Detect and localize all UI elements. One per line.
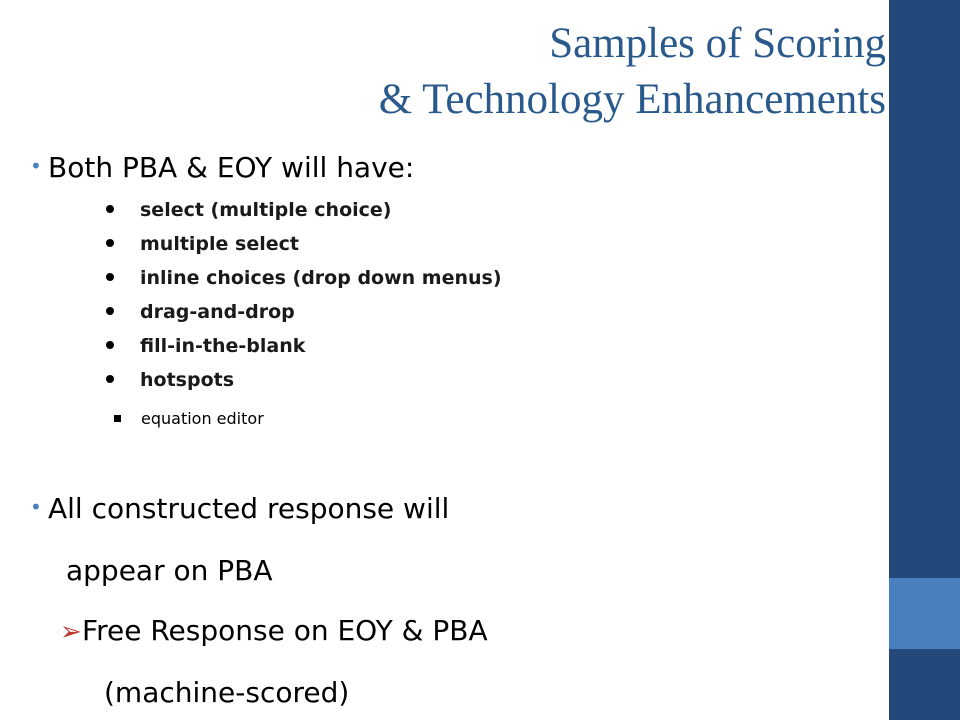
list-item: drag-and-drop [106,297,502,331]
item-type-list [106,195,502,399]
bullet-dot-icon [106,307,114,315]
title-line-2: & Technology Enhancements [378,76,886,123]
arrow-item-continuation: (machine-scored) [104,676,350,709]
side-bar-dark-bottom [889,649,960,720]
arrow-bullet-icon: ➢ [60,617,82,647]
bullet-text: All constructed response will [48,492,450,525]
list-item: multiple select [106,229,502,263]
bullet-dot-icon [106,341,114,349]
bullet-dot-icon [106,273,114,281]
bullet-dot-icon: • [30,495,42,519]
equation-editor-item: equation editor [114,408,264,430]
side-bar-dark-top [889,0,960,578]
arrow-item-text: Free Response on EOY & PBA [82,614,488,647]
list-item: fill-in-the-blank [106,331,502,365]
bullet-both-pba-eoy [30,146,414,188]
bullet-constructed-response [30,487,449,529]
bullet-dot-icon [106,205,114,213]
list-item: select (multiple choice) [106,195,502,229]
side-bar-light-accent [889,578,960,649]
bullet-dot-icon [106,375,114,383]
bullet-dot-icon [106,239,114,247]
bullet-dot-icon: • [30,154,42,178]
bullet-text: Both PBA & EOY will have: [48,151,415,184]
list-item: inline choices (drop down menus) [106,263,502,297]
arrow-item-free-response [60,611,488,652]
list-item: hotspots [106,365,502,399]
square-bullet-icon [114,415,121,422]
bullet-continuation: appear on PBA [66,554,273,587]
title-line-1: Samples of Scoring [549,20,886,67]
slide-title [379,16,886,128]
